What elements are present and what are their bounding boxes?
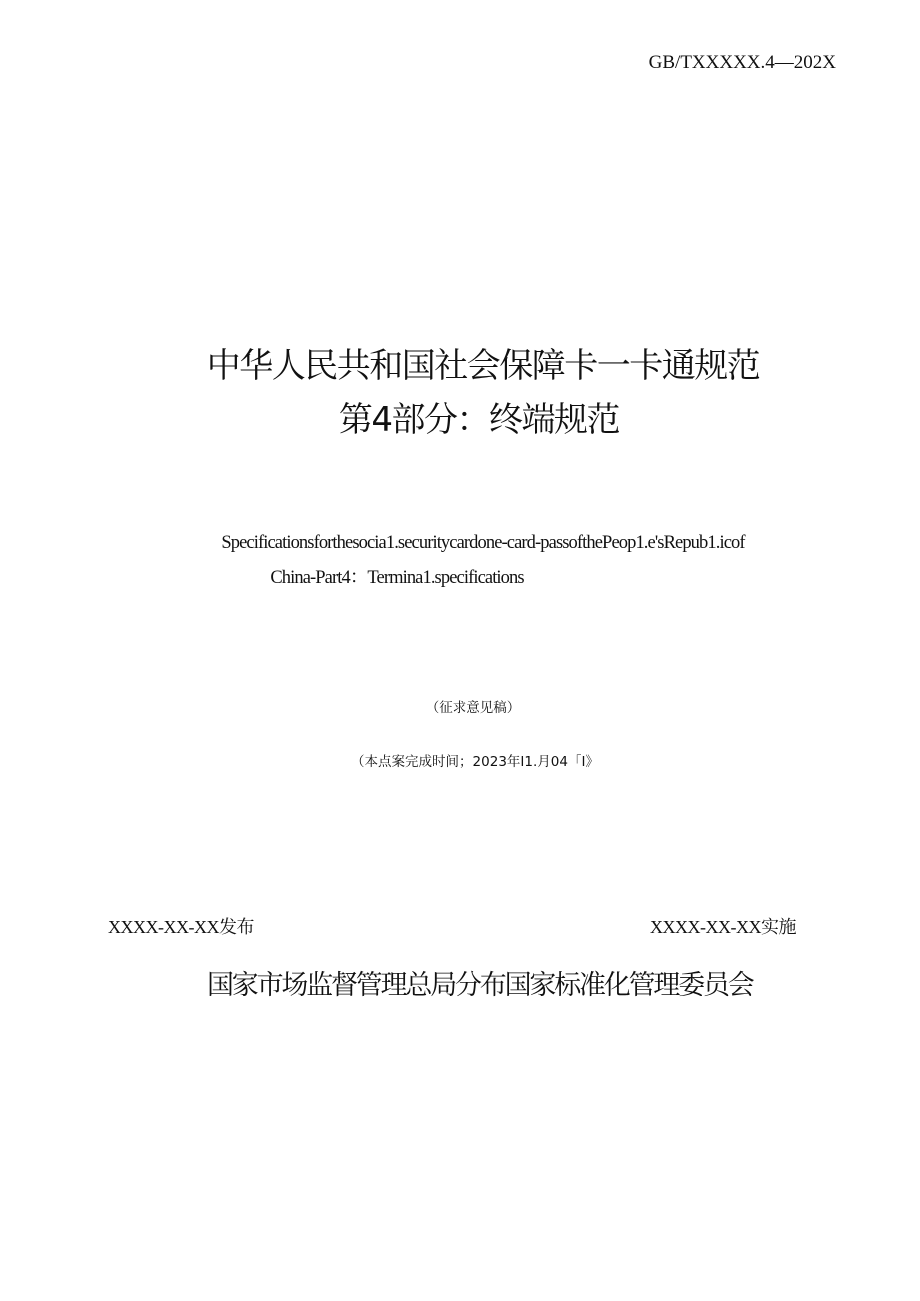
completion-note: （本点案完成时间；2023年I1.月04「I》 bbox=[351, 754, 599, 770]
publish-date: XXXX-XX-XX发布 bbox=[108, 917, 254, 937]
issuing-authority: 国家市场监督管理总局分布国家标准化管理委员会 bbox=[207, 970, 753, 1001]
document-title-line-2: 第4部分：终端规范 bbox=[338, 400, 620, 440]
standard-number: GB/TXXXXX.4—202X bbox=[648, 52, 836, 73]
english-title-line-2: China-Part4：Termina1.specifications bbox=[270, 568, 524, 588]
implement-date: XXXX-XX-XX实施 bbox=[650, 917, 796, 937]
document-title-line-1: 中华人民共和国社会保障卡一卡通规范 bbox=[206, 346, 760, 386]
draft-status: （征求意见稿） bbox=[425, 700, 521, 716]
english-title-line-1: Specificationsforthesocia1.securitycardone-card-passofthePeop1.e'sRepub1.icof bbox=[221, 533, 745, 553]
